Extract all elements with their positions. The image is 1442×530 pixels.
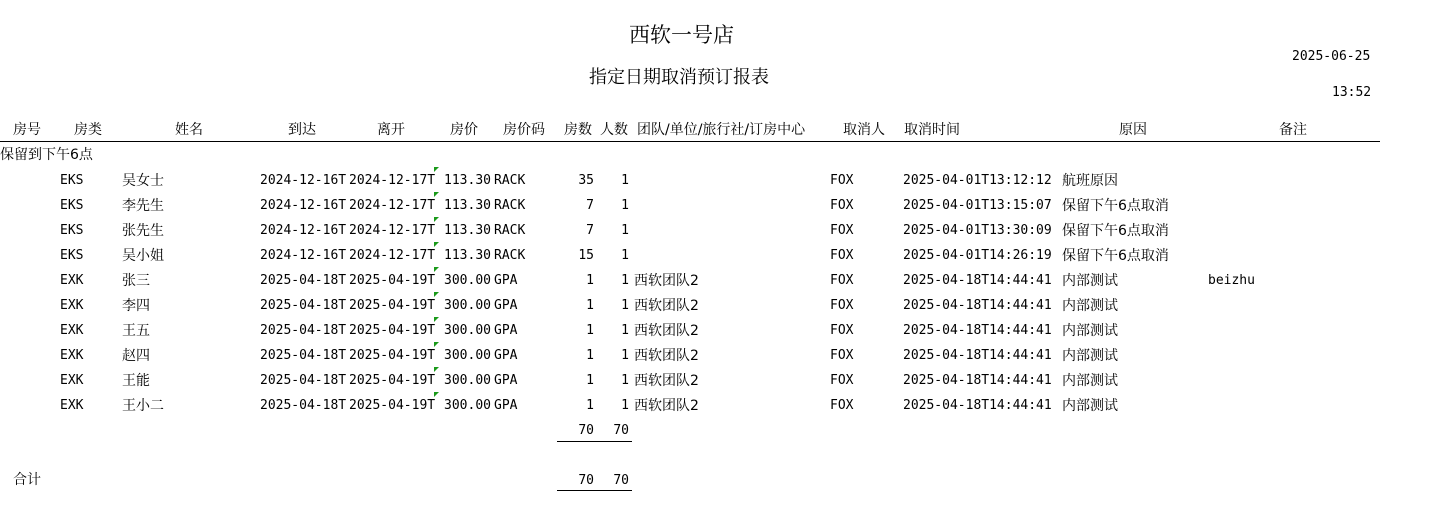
cell-rate-code: GPA xyxy=(494,373,518,388)
cell-name: 王能 xyxy=(122,373,150,389)
cell-rooms: 7 xyxy=(586,223,594,238)
col-rooms: 房数 xyxy=(564,122,592,138)
cell-departure: 2025-04-19T xyxy=(349,348,436,363)
table-row xyxy=(0,243,1442,268)
cell-cancel-time: 2025-04-01T13:12:12 xyxy=(903,173,1052,188)
cell-rate-code: GPA xyxy=(494,273,518,288)
cell-rooms: 1 xyxy=(586,298,594,313)
cell-cancel-time: 2025-04-18T14:44:41 xyxy=(903,323,1052,338)
cell-arrival: 2024-12-16T xyxy=(260,223,347,238)
cell-reason: 保留下午6点取消 xyxy=(1062,223,1169,239)
cell-arrival: 2024-12-16T xyxy=(260,173,347,188)
cell-arrival: 2025-04-18T xyxy=(260,348,347,363)
truncation-marker-icon xyxy=(434,317,439,322)
col-cancelled-by: 取消人 xyxy=(843,122,885,138)
total-rule xyxy=(557,490,632,491)
truncation-marker-icon xyxy=(434,292,439,297)
cell-cancelled-by: FOX xyxy=(830,323,854,338)
cell-room-type: EKS xyxy=(60,173,84,188)
col-room-type: 房类 xyxy=(74,122,102,138)
cell-name: 张三 xyxy=(122,273,150,289)
cell-departure: 2025-04-19T xyxy=(349,298,436,313)
table-row xyxy=(0,318,1442,343)
cell-rate-code: RACK xyxy=(494,223,526,238)
cell-reason: 内部测试 xyxy=(1062,348,1118,364)
cell-rate: 300.00 xyxy=(444,373,491,388)
cell-rate: 300.00 xyxy=(444,348,491,363)
cell-name: 张先生 xyxy=(122,223,164,239)
hotel-name: 西软一号店 xyxy=(629,23,734,47)
cell-departure: 2025-04-19T xyxy=(349,323,436,338)
cell-rate-code: RACK xyxy=(494,248,526,263)
col-remark: 备注 xyxy=(1279,122,1307,138)
cell-rate-code: GPA xyxy=(494,398,518,413)
cell-cancel-time: 2025-04-18T14:44:41 xyxy=(903,298,1052,313)
cell-persons: 1 xyxy=(621,298,629,313)
group-label: 保留到下午6点 xyxy=(0,147,93,163)
truncation-marker-icon xyxy=(434,167,439,172)
cell-persons: 1 xyxy=(621,348,629,363)
truncation-marker-icon xyxy=(434,242,439,247)
cell-reason: 保留下午6点取消 xyxy=(1062,198,1169,214)
total-label: 合计 xyxy=(13,472,41,488)
cell-cancel-time: 2025-04-01T14:26:19 xyxy=(903,248,1052,263)
cell-room-type: EXK xyxy=(60,298,84,313)
cell-departure: 2024-12-17T xyxy=(349,248,436,263)
cell-arrival: 2025-04-18T xyxy=(260,298,347,313)
cell-cancelled-by: FOX xyxy=(830,273,854,288)
cell-rooms: 15 xyxy=(578,248,594,263)
truncation-marker-icon xyxy=(434,342,439,347)
cell-group: 西软团队2 xyxy=(634,273,699,289)
cell-rate-code: GPA xyxy=(494,298,518,313)
truncation-marker-icon xyxy=(434,367,439,372)
col-arrival: 到达 xyxy=(288,122,316,138)
cell-cancel-time: 2025-04-18T14:44:41 xyxy=(903,273,1052,288)
table-row xyxy=(0,368,1442,393)
cell-room-type: EXK xyxy=(60,348,84,363)
col-departure: 离开 xyxy=(377,122,405,138)
cell-group: 西软团队2 xyxy=(634,373,699,389)
cell-persons: 1 xyxy=(621,373,629,388)
truncation-marker-icon xyxy=(434,192,439,197)
cell-rooms: 1 xyxy=(586,398,594,413)
cell-name: 吴小姐 xyxy=(122,248,164,264)
cell-cancel-time: 2025-04-18T14:44:41 xyxy=(903,348,1052,363)
subtotal-persons: 70 xyxy=(613,423,629,438)
cell-rooms: 1 xyxy=(586,273,594,288)
cell-rate: 300.00 xyxy=(444,273,491,288)
cell-arrival: 2025-04-18T xyxy=(260,323,347,338)
cell-rooms: 1 xyxy=(586,373,594,388)
table-row xyxy=(0,293,1442,318)
cell-rate-code: GPA xyxy=(494,323,518,338)
cell-name: 李先生 xyxy=(122,198,164,214)
print-time: 13:52 xyxy=(1332,85,1372,100)
col-group: 团队/单位/旅行社/订房中心 xyxy=(637,122,806,138)
cell-room-type: EKS xyxy=(60,198,84,213)
cell-departure: 2025-04-19T xyxy=(349,373,436,388)
cell-room-type: EKS xyxy=(60,223,84,238)
table-row xyxy=(0,218,1442,243)
cell-group: 西软团队2 xyxy=(634,398,699,414)
cell-rate: 113.30 xyxy=(444,198,491,213)
col-rate-code: 房价码 xyxy=(503,122,545,138)
cell-cancelled-by: FOX xyxy=(830,398,854,413)
cell-reason: 内部测试 xyxy=(1062,273,1118,289)
col-rate: 房价 xyxy=(450,122,478,138)
cell-room-type: EXK xyxy=(60,323,84,338)
cell-rooms: 1 xyxy=(586,323,594,338)
cell-departure: 2024-12-17T xyxy=(349,223,436,238)
cell-rooms: 35 xyxy=(578,173,594,188)
cell-name: 王五 xyxy=(122,323,150,339)
cell-rooms: 7 xyxy=(586,198,594,213)
cell-group: 西软团队2 xyxy=(634,323,699,339)
cell-cancel-time: 2025-04-18T14:44:41 xyxy=(903,398,1052,413)
cell-rate: 300.00 xyxy=(444,323,491,338)
cell-cancelled-by: FOX xyxy=(830,198,854,213)
col-persons: 人数 xyxy=(600,122,628,138)
cell-reason: 内部测试 xyxy=(1062,298,1118,314)
table-row xyxy=(0,343,1442,368)
cell-name: 赵四 xyxy=(122,348,150,364)
cell-departure: 2024-12-17T xyxy=(349,173,436,188)
cell-rate: 300.00 xyxy=(444,398,491,413)
header-rule xyxy=(0,141,1380,142)
cell-name: 李四 xyxy=(122,298,150,314)
table-row xyxy=(0,268,1442,293)
cell-persons: 1 xyxy=(621,248,629,263)
cell-name: 吴女士 xyxy=(122,173,164,189)
cell-departure: 2025-04-19T xyxy=(349,398,436,413)
report-title: 指定日期取消预订报表 xyxy=(589,67,769,88)
cell-reason: 内部测试 xyxy=(1062,323,1118,339)
cell-group: 西软团队2 xyxy=(634,298,699,314)
cell-departure: 2025-04-19T xyxy=(349,273,436,288)
cell-cancelled-by: FOX xyxy=(830,223,854,238)
cell-reason: 内部测试 xyxy=(1062,398,1118,414)
cell-rate-code: RACK xyxy=(494,173,526,188)
cell-arrival: 2024-12-16T xyxy=(260,248,347,263)
table-row xyxy=(0,193,1442,218)
truncation-marker-icon xyxy=(434,392,439,397)
total-rooms: 70 xyxy=(578,473,594,488)
col-reason: 原因 xyxy=(1119,122,1147,138)
col-name: 姓名 xyxy=(175,122,203,138)
cell-arrival: 2025-04-18T xyxy=(260,273,347,288)
col-room-no: 房号 xyxy=(13,122,41,138)
cell-rate: 113.30 xyxy=(444,223,491,238)
table-row xyxy=(0,168,1442,193)
cell-reason: 航班原因 xyxy=(1062,173,1118,189)
cell-rate: 113.30 xyxy=(444,248,491,263)
cell-persons: 1 xyxy=(621,273,629,288)
cell-room-type: EXK xyxy=(60,373,84,388)
cell-remark: beizhu xyxy=(1208,273,1255,288)
cell-persons: 1 xyxy=(621,223,629,238)
cell-persons: 1 xyxy=(621,173,629,188)
cell-cancel-time: 2025-04-01T13:15:07 xyxy=(903,198,1052,213)
truncation-marker-icon xyxy=(434,217,439,222)
cell-arrival: 2025-04-18T xyxy=(260,398,347,413)
cell-room-type: EKS xyxy=(60,248,84,263)
cell-rate: 113.30 xyxy=(444,173,491,188)
subtotal-rule xyxy=(557,441,632,442)
cell-room-type: EXK xyxy=(60,398,84,413)
cell-persons: 1 xyxy=(621,398,629,413)
cell-arrival: 2025-04-18T xyxy=(260,373,347,388)
cell-cancel-time: 2025-04-18T14:44:41 xyxy=(903,373,1052,388)
subtotal-rooms: 70 xyxy=(578,423,594,438)
cell-cancelled-by: FOX xyxy=(830,298,854,313)
cell-persons: 1 xyxy=(621,198,629,213)
cell-rate-code: RACK xyxy=(494,198,526,213)
cell-cancelled-by: FOX xyxy=(830,248,854,263)
cell-reason: 保留下午6点取消 xyxy=(1062,248,1169,264)
cell-arrival: 2024-12-16T xyxy=(260,198,347,213)
cell-rooms: 1 xyxy=(586,348,594,363)
cell-cancelled-by: FOX xyxy=(830,373,854,388)
cell-rate: 300.00 xyxy=(444,298,491,313)
cell-departure: 2024-12-17T xyxy=(349,198,436,213)
table-row xyxy=(0,393,1442,418)
truncation-marker-icon xyxy=(434,267,439,272)
total-persons: 70 xyxy=(613,473,629,488)
cell-cancelled-by: FOX xyxy=(830,348,854,363)
cell-persons: 1 xyxy=(621,323,629,338)
cell-group: 西软团队2 xyxy=(634,348,699,364)
cell-cancelled-by: FOX xyxy=(830,173,854,188)
cell-room-type: EXK xyxy=(60,273,84,288)
col-cancel-time: 取消时间 xyxy=(904,122,960,138)
cell-cancel-time: 2025-04-01T13:30:09 xyxy=(903,223,1052,238)
cell-reason: 内部测试 xyxy=(1062,373,1118,389)
cell-rate-code: GPA xyxy=(494,348,518,363)
print-date: 2025-06-25 xyxy=(1292,49,1371,64)
cell-name: 王小二 xyxy=(122,398,164,414)
